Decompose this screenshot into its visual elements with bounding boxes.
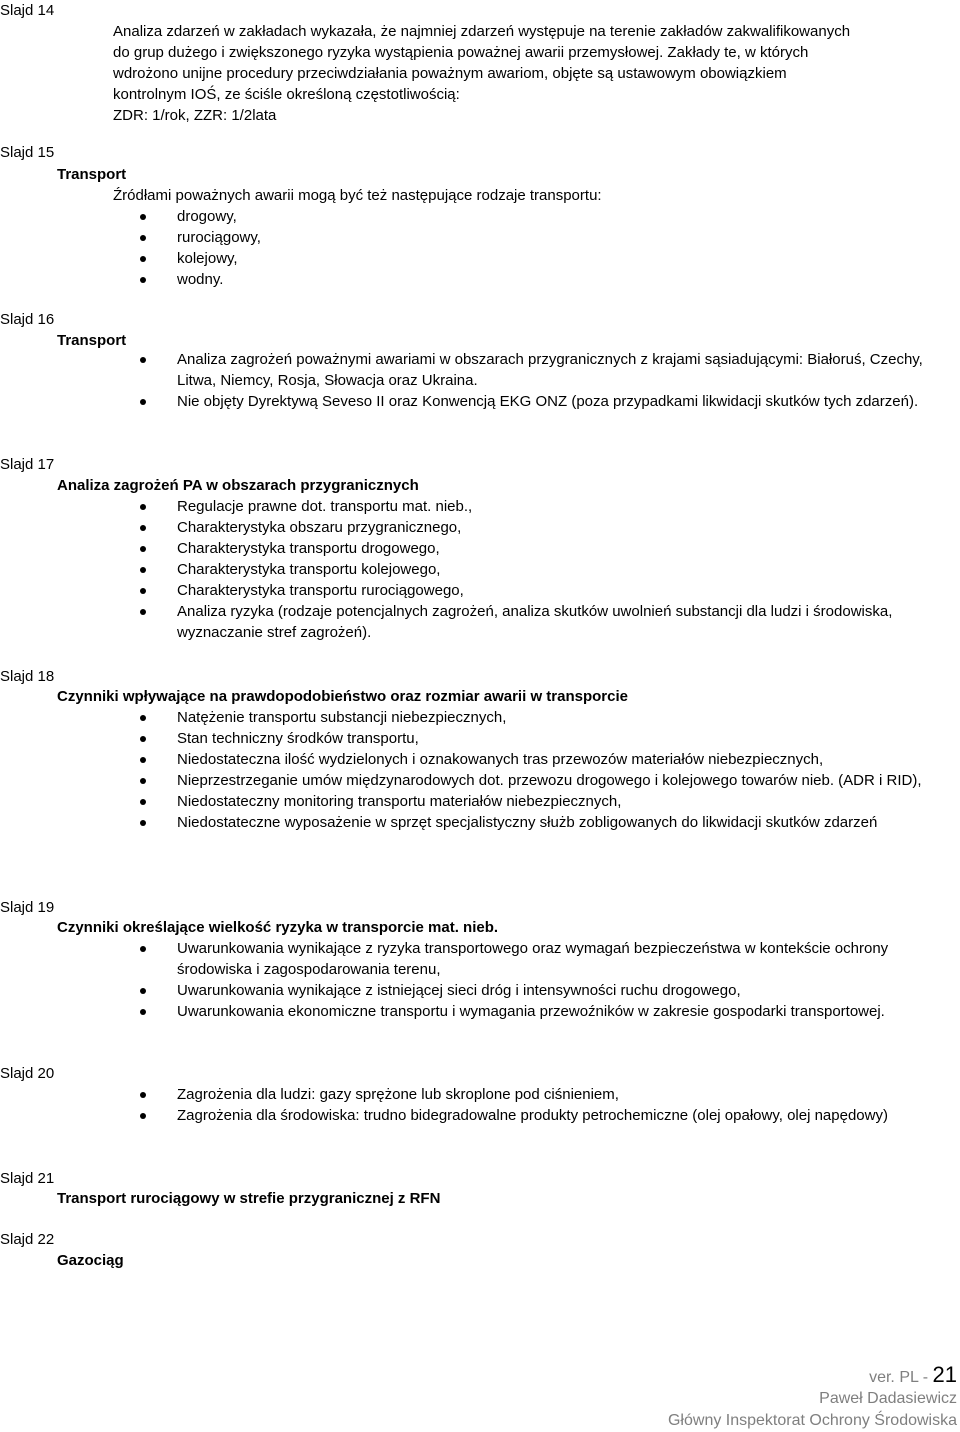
slide-19-label: Slajd 19 bbox=[0, 899, 55, 916]
list-item: Charakterystyka transportu rurociągowego, bbox=[0, 580, 960, 601]
list-item: Charakterystyka obszaru przygranicznego, bbox=[0, 517, 960, 538]
footer-version-label: ver. PL - bbox=[869, 1369, 933, 1386]
slide-16-title: Transport bbox=[57, 332, 127, 349]
slide-19-title: Czynniki określające wielkość ryzyka w transporcie mat. nieb. bbox=[57, 919, 499, 936]
list-item: Uwarunkowania wynikające z istniejącej sieci dróg i intensywności ruchu drogowego, bbox=[0, 980, 960, 1001]
slide-14-text: Analiza zdarzeń w zakładach wykazała, że najmniej zdarzeń występuje na terenie zakładów zakwalifikowanych do grup dużego i zwiększonego ryzyka wystąpienia poważnej awarii przemysłowej. Zakłady te, w których wdrożono unijne procedury przeciwdziałania poważnym awariom, objęte są ustawowym obowiązkiem kontrolnym IOŚ, ze ściśle określoną częstotliwością: bbox=[113, 23, 851, 103]
list-item: drogowy, bbox=[0, 206, 960, 227]
slide-14-label: Slajd 14 bbox=[0, 2, 55, 19]
list-item: Niedostateczna ilość wydzielonych i oznakowanych tras przewozów materiałów niebezpiecznych, bbox=[0, 749, 960, 770]
list-item: Charakterystyka transportu drogowego, bbox=[0, 538, 960, 559]
slide-15-intro: Źródłami poważnych awarii mogą być też następujące rodzaje transportu: bbox=[113, 187, 602, 204]
slide-16-list bbox=[0, 349, 960, 412]
footer-author: Paweł Dadasiewicz bbox=[819, 1390, 957, 1407]
slide-18-list bbox=[0, 707, 960, 833]
list-item: Nieprzestrzeganie umów międzynarodowych dot. przewozu drogowego i kolejowego towarów nieb. (ADR i RID), bbox=[0, 770, 960, 791]
list-item: Uwarunkowania ekonomiczne transportu i wymagania przewoźników w zakresie gospodarki transportowej. bbox=[0, 1001, 960, 1022]
list-item: Niedostateczny monitoring transportu materiałów niebezpiecznych, bbox=[0, 791, 960, 812]
slide-15-title: Transport bbox=[57, 166, 127, 183]
list-item: Niedostateczne wyposażenie w sprzęt specjalistyczny służb zobligowanych do likwidacji skutków zdarzeń bbox=[0, 812, 960, 833]
slide-18-title: Czynniki wpływające na prawdopodobieństwo oraz rozmiar awarii w transporcie bbox=[57, 688, 628, 705]
slide-17-label: Slajd 17 bbox=[0, 456, 55, 473]
slide-15-list bbox=[0, 206, 960, 290]
slide-19-list bbox=[0, 938, 960, 1022]
slide-22-label: Slajd 22 bbox=[0, 1231, 55, 1248]
slide-15-label: Slajd 15 bbox=[0, 144, 55, 161]
list-item: rurociągowy, bbox=[0, 227, 960, 248]
slide-17-title: Analiza zagrożeń PA w obszarach przygranicznych bbox=[57, 477, 419, 494]
list-item: Natężenie transportu substancji niebezpiecznych, bbox=[0, 707, 960, 728]
slide-21-title: Transport rurociągowy w strefie przygranicznej z RFN bbox=[57, 1190, 441, 1207]
slide-20-label: Slajd 20 bbox=[0, 1065, 55, 1082]
list-item: Nie objęty Dyrektywą Seveso II oraz Konwencją EKG ONZ (poza przypadkami likwidacji skutków tych zdarzeń). bbox=[0, 391, 960, 412]
list-item: Zagrożenia dla ludzi: gazy sprężone lub skroplone pod ciśnieniem, bbox=[0, 1084, 960, 1105]
list-item: Uwarunkowania wynikające z ryzyka transportowego oraz wymagań bezpieczeństwa w kontekście ochrony środowiska i zagospodarowania terenu, bbox=[0, 938, 960, 980]
page-number: 21 bbox=[932, 1362, 957, 1387]
list-item: wodny. bbox=[0, 269, 960, 290]
list-item: Zagrożenia dla środowiska: trudno bidegradowalne produkty petrochemiczne (olej opałowy, olej napędowy) bbox=[0, 1105, 960, 1126]
slide-17-list bbox=[0, 496, 960, 643]
list-item: Stan techniczny środków transportu, bbox=[0, 728, 960, 749]
list-item: Analiza zagrożeń poważnymi awariami w obszarach przygranicznych z krajami sąsiadującymi: Białoruś, Czechy, Litwa, Niemcy, Rosja, Słowacja oraz Ukraina. bbox=[0, 349, 960, 391]
slide-22-title: Gazociąg bbox=[57, 1252, 124, 1269]
footer-version bbox=[869, 1364, 957, 1389]
list-item: Regulacje prawne dot. transportu mat. nieb., bbox=[0, 496, 960, 517]
slide-21-label: Slajd 21 bbox=[0, 1170, 55, 1187]
list-item: Analiza ryzyka (rodzaje potencjalnych zagrożeń, analiza skutków uwolnień substancji dla ludzi i środowiska, wyznaczanie stref zagrożeń). bbox=[0, 601, 960, 643]
slide-18-label: Slajd 18 bbox=[0, 668, 55, 685]
slide-16-label: Slajd 16 bbox=[0, 311, 55, 328]
footer-organization: Główny Inspektorat Ochrony Środowiska bbox=[667, 1412, 957, 1429]
list-item: Charakterystyka transportu kolejowego, bbox=[0, 559, 960, 580]
slide-20-list bbox=[0, 1084, 960, 1126]
list-item: kolejowy, bbox=[0, 248, 960, 269]
slide-14-frequency: ZDR: 1/rok, ZZR: 1/2lata bbox=[113, 107, 277, 124]
